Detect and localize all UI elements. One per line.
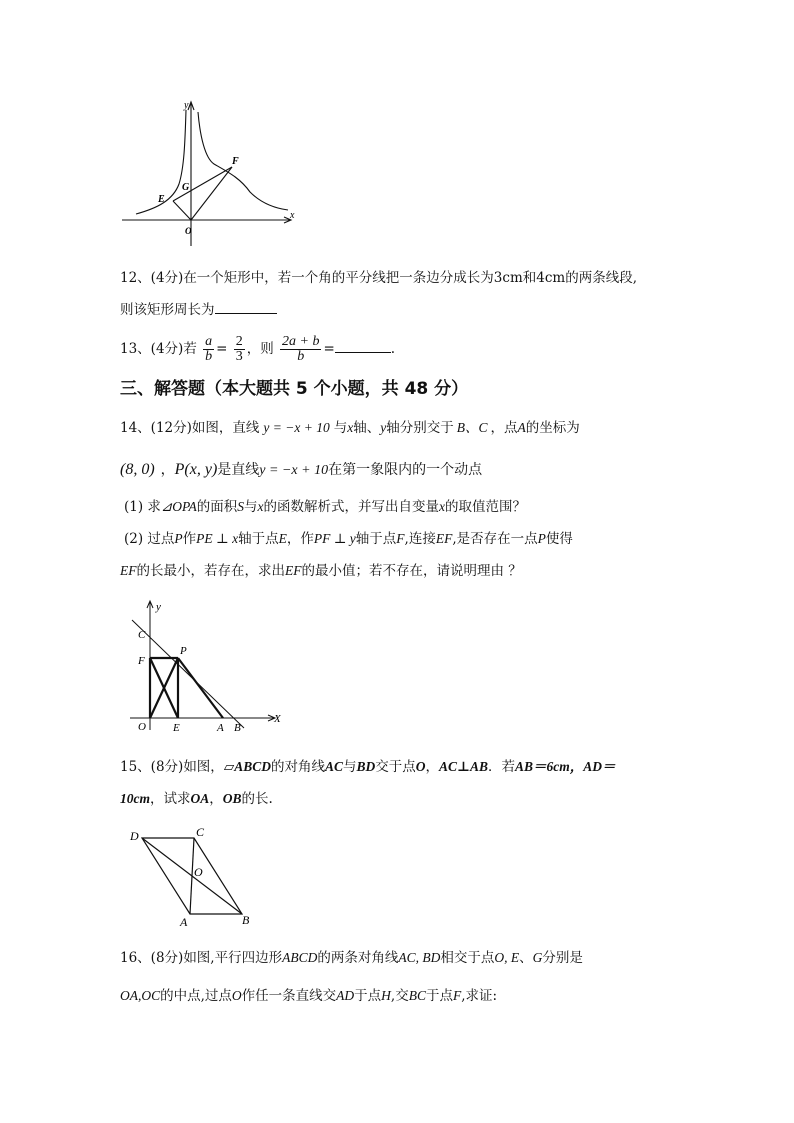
q16-text: 、	[519, 950, 533, 966]
q14-text: 在第一象限内的一个动点	[328, 462, 483, 478]
AC: AC	[324, 759, 343, 774]
q14-part2-text: (2) 过点	[124, 531, 175, 547]
point-P: P(x, y)	[174, 461, 218, 478]
var-x: x	[347, 420, 354, 435]
point-O: O	[231, 988, 242, 1003]
fraction-a-over-b: $\frac{a}{b}$	[205, 334, 213, 364]
PE-perp-x: PE ⊥ x	[196, 531, 239, 546]
q14-text: 是直线	[217, 462, 260, 478]
equals-sign-2: =	[323, 341, 335, 357]
label-x: x	[290, 210, 295, 221]
q14-text: ，点	[490, 420, 518, 436]
q12-text: 在一个矩形中，若一个角的平分线把一条边分成长为3cm和4cm的两条线段,	[183, 270, 638, 286]
question-12-line-1	[120, 268, 637, 288]
q13-period: .	[390, 341, 396, 357]
question-14-line-2	[120, 460, 482, 481]
q15-text: ．若	[487, 759, 515, 775]
q16-text: 于点	[354, 988, 382, 1004]
q14-part1-text: 的取值范围？	[445, 499, 526, 515]
question-12-line-2	[120, 299, 277, 320]
q16-text: ,交	[390, 988, 409, 1004]
q14-part2-text: ,连接	[404, 531, 436, 547]
q16-number: 16、(8分)	[120, 950, 184, 966]
point-F: F	[452, 988, 462, 1003]
PF-perp-y: PF ⊥ y	[313, 531, 356, 546]
diagonals: AC, BD	[398, 950, 441, 965]
point-A: A	[517, 420, 526, 435]
label-O: O	[185, 226, 192, 236]
q14-part2-text: 的最小值；若不存在，请说明理由 ？	[301, 563, 522, 579]
q14-part2-text: 的长最小，若存在，求出	[136, 563, 285, 579]
question-14-figure	[126, 598, 290, 734]
line-equation: y = −x + 10	[263, 420, 330, 435]
label-A: A	[180, 915, 188, 929]
var-x: x	[257, 499, 264, 514]
label-O: O	[138, 721, 146, 733]
question-14-part-1	[124, 497, 526, 517]
label-D: D	[130, 829, 139, 843]
label-A: A	[217, 722, 224, 734]
triangle-OPA: ⊿OPA	[160, 499, 197, 514]
q14-part2-text: 轴于点	[238, 531, 279, 547]
fraction-2a-plus-b-over-b: $\frac{2a + b}{b}$	[282, 334, 320, 364]
parallelogram-symbol: ▱	[223, 759, 235, 775]
points-O-E: O, E	[494, 950, 520, 965]
q14-part1-text: 的函数解析式，并写出自变量	[263, 499, 439, 515]
q14-part2-text: ，作	[286, 531, 314, 547]
label-C: C	[138, 629, 146, 641]
q14-text: 如图，直线	[191, 420, 260, 436]
label-P: P	[180, 645, 187, 657]
point-E: E	[278, 531, 287, 546]
var-x: x	[439, 499, 445, 514]
question-14-line-1	[120, 418, 580, 438]
q15-text: 的长.	[241, 791, 273, 807]
line-equation-2: y = −x + 10	[259, 463, 329, 478]
q13-answer-blank[interactable]	[335, 338, 391, 353]
question-15-line-2	[120, 789, 273, 809]
q14-part1-text: 与	[244, 499, 258, 515]
question-15-figure	[128, 824, 260, 930]
line-CB	[132, 620, 244, 728]
q14-part1-text: 的面积	[196, 499, 238, 515]
section-3-heading: 三、解答题（本大题共 5 个小题，共 48 分）	[120, 379, 469, 399]
q14-part2-text: 使得	[545, 531, 573, 547]
point-P: P	[174, 531, 183, 546]
segment-OF	[191, 167, 232, 220]
OB: OB	[222, 791, 242, 806]
segment-EF: EF	[285, 563, 302, 578]
AB-AD-values: AB＝6cm，AD＝	[514, 759, 616, 774]
q14-part1-text: (1) 求	[124, 499, 161, 515]
q15-text: ，	[425, 759, 439, 775]
OA: OA	[190, 791, 210, 806]
ABCD: ABCD	[234, 759, 271, 774]
BD: BD	[356, 759, 376, 774]
segment-EF: EF	[435, 531, 453, 546]
q16-text: 于点	[425, 988, 453, 1004]
BC: BC	[408, 988, 426, 1003]
question-15-line-1	[120, 757, 616, 777]
point-G: G	[532, 950, 543, 965]
q16-text: ,求证:	[461, 988, 498, 1004]
label-X: X	[274, 713, 281, 725]
segment-PA	[178, 658, 223, 718]
label-B: B	[242, 913, 250, 927]
AC-perp-AB: AC⊥AB	[439, 759, 488, 774]
q14-text: 与	[333, 420, 348, 436]
q16-text: 如图,平行四边形	[183, 950, 283, 966]
q15-text: ，试求	[150, 791, 191, 807]
q14-text: 轴、	[353, 420, 381, 436]
label-y: y	[156, 601, 161, 613]
label-G: G	[182, 182, 190, 193]
points-B-C: B、C	[456, 420, 488, 435]
q15-text: ，	[209, 791, 223, 807]
q13-pre: 若	[183, 341, 197, 357]
q12-number: 12、(4分)	[120, 270, 184, 286]
label-F: F	[232, 156, 239, 167]
q14-text: 轴分别交于	[386, 420, 454, 436]
question-16-line-1	[120, 948, 583, 968]
q16-text: 作任一条直线交	[241, 988, 337, 1004]
AD-value: 10cm	[120, 791, 150, 806]
q13-number: 13、(4分)	[120, 341, 184, 357]
q14-part2-text: ,是否存在一点	[452, 531, 538, 547]
label-E: E	[158, 194, 165, 205]
point-O: O	[415, 759, 426, 774]
q16-text: 的中点,过点	[160, 988, 232, 1004]
equals-sign: =	[216, 341, 228, 357]
question-14-part-2-cont	[120, 561, 522, 581]
q15-text: 交于点	[375, 759, 416, 775]
right-branch	[198, 112, 288, 210]
q15-text: 如图，	[183, 759, 224, 775]
q14-text: ，	[160, 462, 175, 478]
q12-text-2: 则该矩形周长为	[120, 302, 215, 318]
point-H: H	[381, 988, 391, 1003]
label-y: y	[184, 100, 189, 111]
q13-mid: ，则	[246, 341, 274, 357]
question-16-line-2	[120, 986, 497, 1006]
segment-OE	[173, 201, 191, 220]
point-F: F	[396, 531, 405, 546]
AD: AD	[336, 988, 355, 1003]
coordinate-A: (8, 0)	[120, 461, 155, 478]
label-O: O	[194, 865, 203, 879]
q15-number: 15、(8分)	[120, 759, 184, 775]
ABCD: ABCD	[282, 950, 318, 965]
q16-text: 的两条对角线	[317, 950, 399, 966]
q15-text: 的对角线	[270, 759, 325, 775]
segment-EF: EF	[120, 563, 137, 578]
question-14-part-2	[124, 529, 573, 549]
fraction-2-over-3: $\frac{2}{3}$	[235, 334, 243, 364]
q14-part2-text: 轴于点	[355, 531, 397, 547]
label-B: B	[234, 722, 241, 734]
q14-number: 14、(12分)	[120, 420, 192, 436]
q12-answer-blank[interactable]	[215, 299, 277, 314]
OA-OC: OA,OC	[120, 988, 161, 1003]
q16-text: 分别是	[542, 950, 583, 966]
q14-text: 的坐标为	[525, 420, 580, 436]
q14-part2-text: 作	[182, 531, 197, 547]
label-C: C	[196, 825, 205, 839]
var-y: y	[380, 420, 387, 435]
point-P: P	[537, 531, 546, 546]
label-F: F	[138, 655, 145, 667]
q15-text: 与	[342, 759, 357, 775]
label-E: E	[173, 722, 180, 734]
var-S: S	[237, 499, 244, 514]
question-13	[120, 334, 395, 364]
q16-text: 相交于点	[440, 950, 495, 966]
diagonal-BD	[142, 838, 242, 914]
hyperbola-figure	[118, 96, 308, 248]
